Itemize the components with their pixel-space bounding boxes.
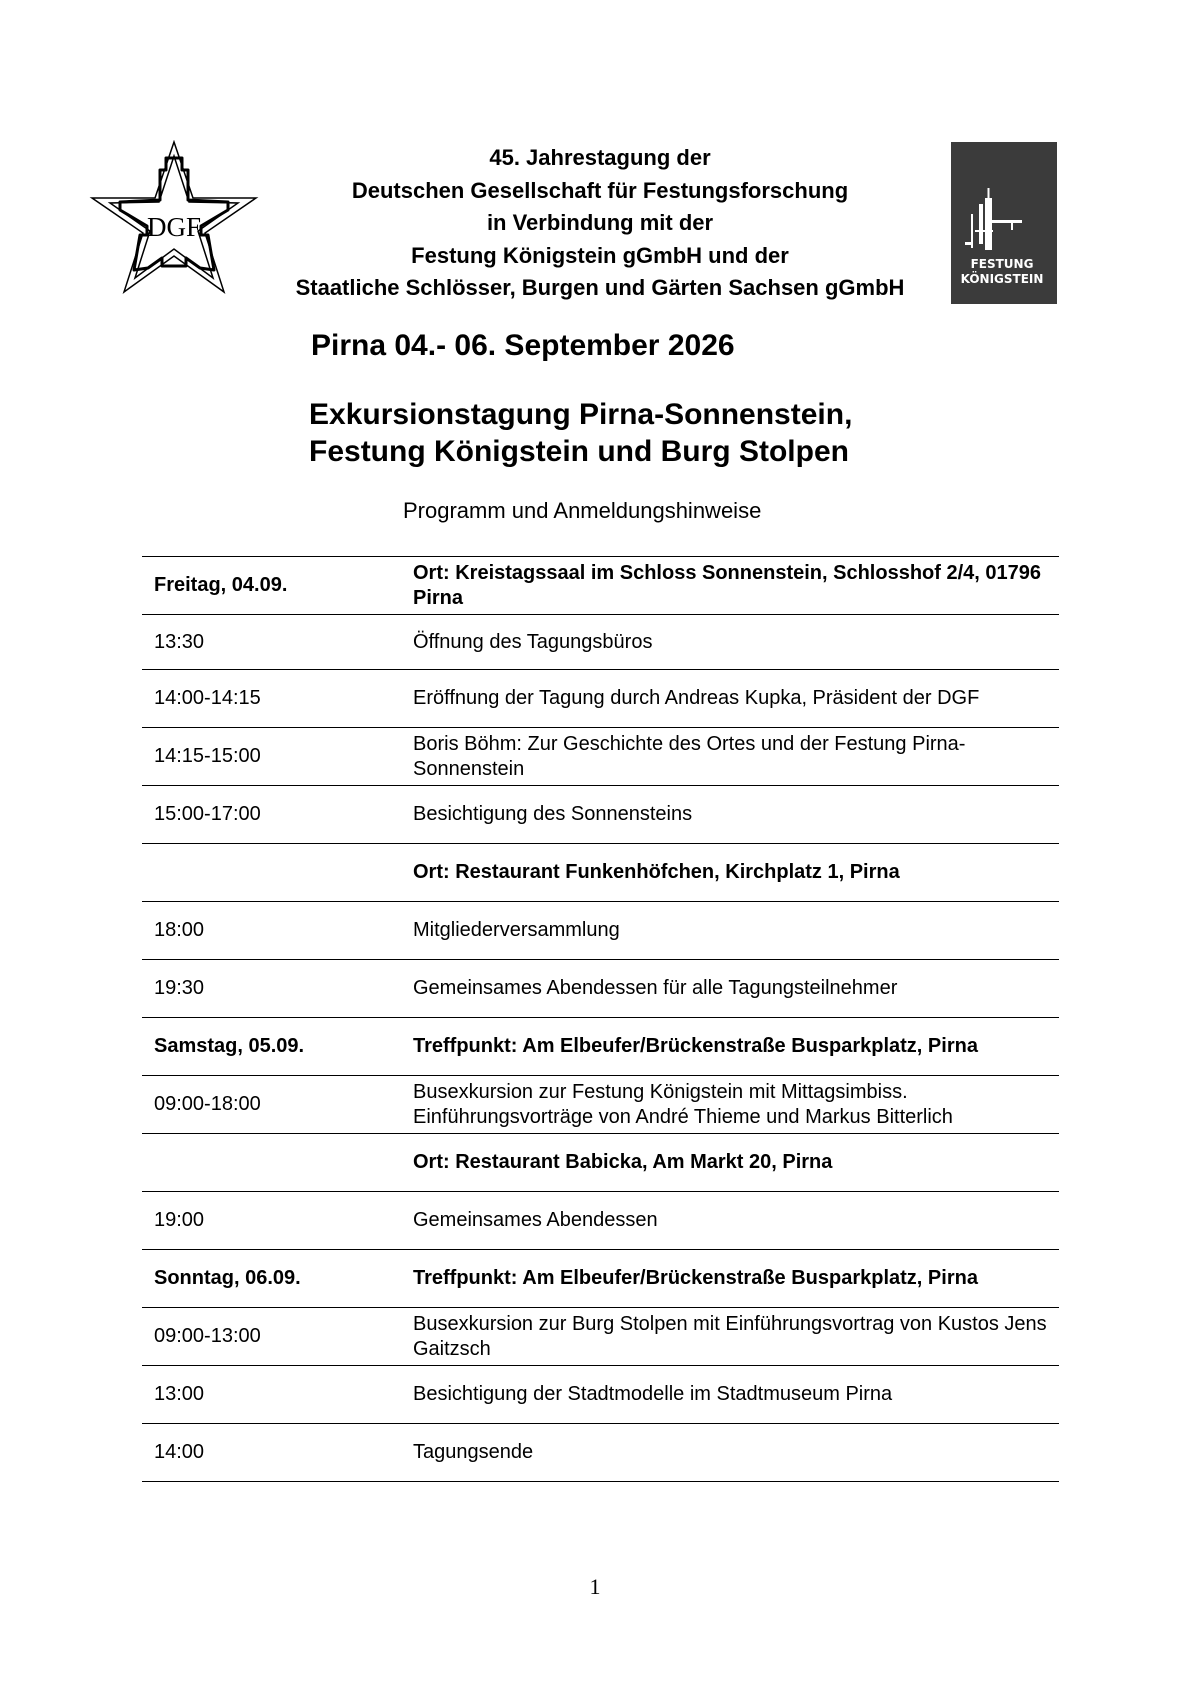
schedule-item: Busexkursion zur Festung Königstein mit Mittagsimbiss. Einführungsvorträge von André Thieme und Markus Bitterlich — [401, 1076, 1059, 1134]
schedule-time: 09:00-18:00 — [142, 1076, 401, 1134]
festung-koenigstein-logo — [951, 142, 1057, 304]
table-row — [142, 902, 1059, 960]
schedule-time: 19:30 — [142, 960, 401, 1018]
schedule-time — [142, 1134, 401, 1192]
schedule-time: 18:00 — [142, 902, 401, 960]
table-row — [142, 670, 1059, 728]
header-line-3: in Verbindung mit der — [486, 210, 714, 235]
table-row — [142, 1366, 1059, 1424]
festung-logo-line1: FESTUNG — [970, 257, 1034, 271]
schedule-item: Ort: Kreistagssaal im Schloss Sonnenstein, Schlosshof 2/4, 01796 Pirna — [401, 557, 1059, 615]
schedule-item: Gemeinsames Abendessen — [401, 1192, 1059, 1250]
dgf-logo-text: DGF — [146, 212, 202, 242]
table-row — [142, 557, 1059, 615]
schedule-item: Treffpunkt: Am Elbeufer/Brückenstraße Busparkplatz, Pirna — [401, 1018, 1059, 1076]
header-line-4: Festung Königstein gGmbH und der — [411, 242, 789, 268]
schedule-time: Sonntag, 06.09. — [142, 1250, 401, 1308]
table-row — [142, 844, 1059, 902]
schedule-time: 14:15-15:00 — [142, 728, 401, 786]
table-row — [142, 1018, 1059, 1076]
event-title — [309, 396, 852, 470]
festung-logo-line2: KÖNIGSTEIN — [960, 272, 1044, 286]
event-date: Pirna 04.- 06. September 2026 — [311, 329, 735, 362]
schedule-time: 14:00-14:15 — [142, 670, 401, 728]
schedule-time: 09:00-13:00 — [142, 1308, 401, 1366]
page-number: 1 — [589, 1574, 601, 1599]
schedule-item: Tagungsende — [401, 1424, 1059, 1482]
schedule-time: 13:30 — [142, 615, 401, 670]
event-title-line-1: Exkursionstagung Pirna-Sonnenstein, — [309, 398, 853, 431]
schedule-time: 15:00-17:00 — [142, 786, 401, 844]
event-title-line-2: Festung Königstein und Burg Stolpen — [309, 435, 849, 468]
schedule-table — [142, 556, 1059, 1482]
conference-header — [240, 142, 960, 305]
schedule-item: Besichtigung des Sonnensteins — [401, 786, 1059, 844]
schedule-item: Treffpunkt: Am Elbeufer/Brückenstraße Busparkplatz, Pirna — [401, 1250, 1059, 1308]
table-row — [142, 1076, 1059, 1134]
star-fortress-icon — [88, 140, 260, 306]
event-subtitle: Programm und Anmeldungshinweise — [403, 498, 762, 523]
schedule-time: Freitag, 04.09. — [142, 557, 401, 615]
table-row — [142, 1250, 1059, 1308]
table-row — [142, 960, 1059, 1018]
dgf-logo — [88, 140, 260, 306]
header-line-2: Deutschen Gesellschaft für Festungsforschung — [351, 177, 849, 203]
schedule-time — [142, 844, 401, 902]
schedule-time: 13:00 — [142, 1366, 401, 1424]
header-line-5: Staatliche Schlösser, Burgen und Gärten Sachsen gGmbH — [295, 275, 905, 300]
table-row — [142, 615, 1059, 670]
schedule-time: Samstag, 05.09. — [142, 1018, 401, 1076]
table-row — [142, 1308, 1059, 1366]
table-row — [142, 1424, 1059, 1482]
schedule-item: Mitgliederversammlung — [401, 902, 1059, 960]
table-row — [142, 1192, 1059, 1250]
schedule-item: Besichtigung der Stadtmodelle im Stadtmuseum Pirna — [401, 1366, 1059, 1424]
schedule-item: Boris Böhm: Zur Geschichte des Ortes und der Festung Pirna-Sonnenstein — [401, 728, 1059, 786]
table-row — [142, 728, 1059, 786]
fortress-tower-icon — [951, 142, 1057, 304]
table-row — [142, 1134, 1059, 1192]
schedule-item: Gemeinsames Abendessen für alle Tagungsteilnehmer — [401, 960, 1059, 1018]
schedule-item: Busexkursion zur Burg Stolpen mit Einführungsvortrag von Kustos Jens Gaitzsch — [401, 1308, 1059, 1366]
header-line-1: 45. Jahrestagung der — [489, 145, 711, 170]
schedule-item: Öffnung des Tagungsbüros — [401, 615, 1059, 670]
schedule-item: Eröffnung der Tagung durch Andreas Kupka, Präsident der DGF — [401, 670, 1059, 728]
schedule-item: Ort: Restaurant Babicka, Am Markt 20, Pirna — [401, 1134, 1059, 1192]
schedule-time: 19:00 — [142, 1192, 401, 1250]
schedule-item: Ort: Restaurant Funkenhöfchen, Kirchplatz 1, Pirna — [401, 844, 1059, 902]
table-row — [142, 786, 1059, 844]
schedule-time: 14:00 — [142, 1424, 401, 1482]
